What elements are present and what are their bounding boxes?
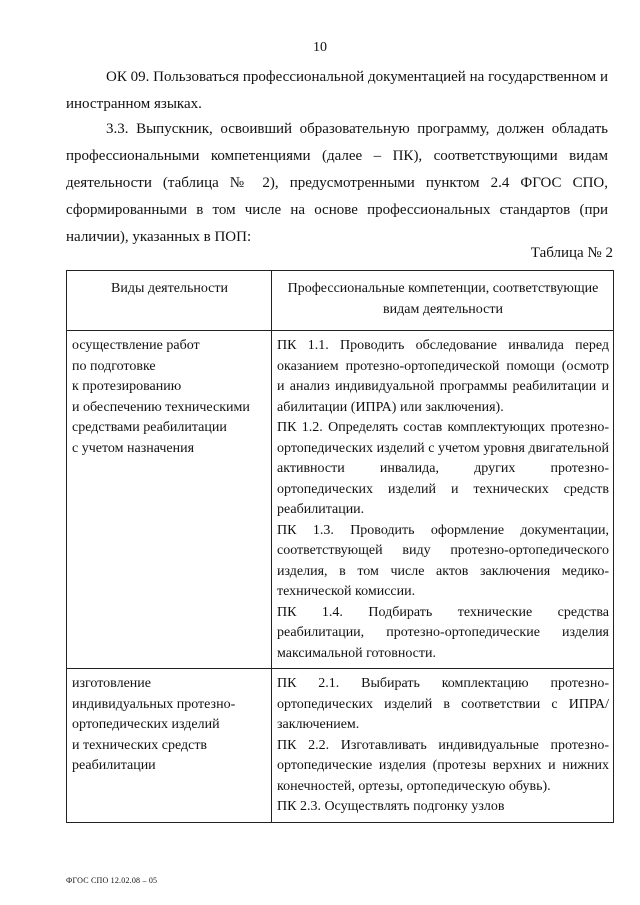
- competency-item: ПК 2.2. Изготавливать индивидуальные протезно-ортопедические изделия (протезы верхних и нижних конечностей, ортезы, ортопедическую обувь).: [277, 737, 609, 794]
- table-caption: Таблица № 2: [530, 245, 613, 261]
- activity-line: индивидуальных протезно-: [72, 696, 236, 712]
- competency-item: ПК 1.3. Проводить оформление документации, соответствующей виду протезно-ортопедического изделия, в том числе актов заключения медико-технической комиссии.: [277, 522, 609, 599]
- table-header-row: [67, 271, 614, 331]
- activity-line: ортопедических изделий: [72, 717, 220, 732]
- header-competencies: Профессиональные компетенции, соответствующие видам деятельности: [272, 271, 614, 331]
- activity-line: и технических средств: [72, 737, 208, 753]
- activity-line: к протезированию: [72, 379, 182, 394]
- activity-cell: [67, 669, 272, 823]
- competency-item: ПК 2.3. Осуществлять подгонку узлов: [277, 799, 505, 814]
- competencies-table: [66, 270, 614, 823]
- competencies-cell: [272, 669, 614, 823]
- activity-line: и обеспечению техническими: [72, 399, 250, 415]
- paragraph-ok09: [66, 64, 608, 118]
- document-footer: ФГОС СПО 12.02.08 – 05: [66, 876, 158, 885]
- page-number: 10: [313, 40, 327, 55]
- activity-line: средствами реабилитации: [72, 420, 227, 435]
- activity-line: изготовление: [72, 676, 151, 691]
- activity-line: с учетом назначения: [72, 440, 195, 456]
- table-row: [67, 331, 614, 669]
- competency-item: ПК 1.2. Определять состав комплектующих протезно-ортопедических изделий с учетом уровня двигательной активности инвалида, других протезно-ортопедических изделий и технических средств реабилитации.: [277, 420, 609, 517]
- competency-item: ПК 1.1. Проводить обследование инвалида перед оказанием протезно-ортопедической помощи (осмотр и анализ индивидуальной программы реабилитации и абилитации (ИПРА) или заключения).: [277, 338, 609, 415]
- table-row: [67, 669, 614, 823]
- header-activities: Виды деятельности: [67, 271, 272, 331]
- paragraph-3-3: [66, 116, 608, 251]
- paragraph-text: 3.3. Выпускник, освоивший образовательную программу, должен обладать профессиональными компетенциями (далее – ПК), соответствующими видам деятельности (таблица № 2), предусмотренными пунктом 2.4 ФГОС СПО, сформированными в том числе на основе профессиональных стандартов (при наличии), указанных в ПОП:: [66, 121, 608, 245]
- activity-line: реабилитации: [72, 758, 156, 773]
- paragraph-text: ОК 09. Пользоваться профессиональной документацией на государственном и иностранном языках.: [66, 69, 608, 112]
- competencies-cell: [272, 331, 614, 669]
- activity-line: осуществление работ: [72, 338, 200, 353]
- activity-line: по подготовке: [72, 358, 156, 374]
- competency-item: ПК 1.4. Подбирать технические средства реабилитации, протезно-ортопедические изделия максимальной готовности.: [277, 604, 609, 661]
- competency-item: ПК 2.1. Выбирать комплектацию протезно-ортопедических изделий в соответствии с ИПРА/заключением.: [277, 676, 609, 732]
- activity-cell: [67, 331, 272, 669]
